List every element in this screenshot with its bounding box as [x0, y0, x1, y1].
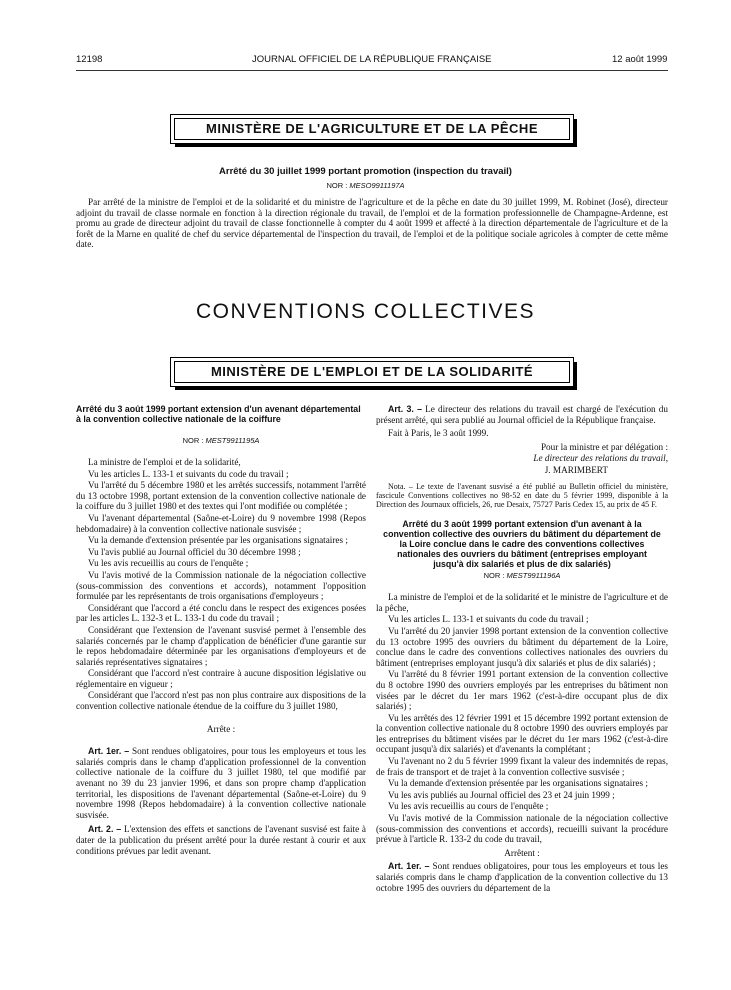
- batiment-paragraph: Vu la demande d'extension présentée par les organisations signataires ;: [388, 778, 648, 789]
- coiffure-paragraph: Vu l'avenant départemental (Saône-et-Loire) du 9 novembre 1998 (Repos hebdomadaire) à la convention collective nationale susvisée ;: [76, 512, 366, 534]
- coiffure-paragraph: Considérant que l'accord a été conclu dans le respect des exigences posées par les articles L. 132-3 et L. 133-1 du code du travail ;: [76, 602, 366, 624]
- header-rule: [76, 70, 668, 71]
- batiment-paragraph: Vu l'avenant no 2 du 5 février 1999 fixant la valeur des indemnités de repas, de frais de transport et de trajet à la convention collective susvisée ;: [376, 756, 668, 777]
- batiment-paragraph: Vu l'arrêté du 20 janvier 1998 portant extension de la convention collective du 13 octobre 1995 des ouvriers du bâtiment du département de la Loire, conclue dans le cadre des conventions collectives nationales des ouvriers du bâtiment (entreprises employant jusqu'à dix salariés et plus de dix salariés) ;: [376, 625, 668, 668]
- nota: Nota. – Le texte de l'avenant susvisé a été publié au Bulletin officiel du ministère, fascicule Conventions collectives no 98-52 en date du 5 février 1999, disponible à la Direction des Journaux officiels, 26, rue Desaix, 75727 Paris Cedex 15, au prix de 45 F.: [376, 481, 668, 509]
- coiffure-article-1: [76, 746, 366, 820]
- article-text: Le directeur des relations du travail est chargé de l'exécution du présent arrêté, qui sera publié au Journal officiel de la République française.: [376, 404, 668, 425]
- coiffure-paragraph: Vu l'arrêté du 5 décembre 1980 et les arrêtés successifs, notamment l'arrêté du 13 octobre 1998, portant extension de la convention collective nationale de la coiffure du 3 juillet 1980 et des textes qui l'ont modifiée ou complétée ;: [76, 480, 366, 512]
- batiment-paragraph: Vu les avis publiés au Journal officiel des 23 et 24 juin 1999 ;: [388, 789, 615, 800]
- running-header: [0, 54, 731, 68]
- section-title: CONVENTIONS COLLECTIVES: [195, 300, 536, 323]
- article-label: Art. 1er. –: [388, 861, 430, 872]
- batiment-paragraph: La ministre de l'emploi et de la solidarité et le ministre de l'agriculture et de la pêche,: [376, 592, 668, 613]
- promotion-body: Par arrêté de la ministre de l'emploi et de la solidarité et du ministre de l'agriculture et de la pêche en date du 30 juillet 1999, M. Robinet (José), directeur adjoint du travail de classe normale en fonction à la direction régionale du travail, de l'emploi et de la formation professionnelle de Champagne-Ardenne, est promu au grade de directeur adjoint du travail de classe fonctionnelle à compter du 4 août 1999 et affecté à la direction départementale de l'agriculture et de la forêt de la Marne en qualité de chef du service départemental de l'inspection du travail, de l'emploi et de la politique sociale agricoles à compter de cette même date.: [76, 197, 668, 250]
- ministry-emploi-box: [170, 357, 574, 387]
- batiment-title: Arrêté du 3 août 1999 portant extension d'un avenant à la convention collective des ouvriers du bâtiment du département de la Loire conclue dans le cadre des conventions collectives nationales des ouvriers du bâtiment (entreprises employant jusqu'à dix salariés et plus de dix salariés): [383, 519, 661, 570]
- batiment-paragraph: Vu les avis recueillis au cours de l'enquête ;: [388, 801, 549, 812]
- batiment-paragraph: Vu l'avis motivé de la Commission nationale de la négociation collective (sous-commission des conventions et accords), recueilli suivant la procédure prévue à l'article R. 133-2 du code du travail,: [376, 813, 668, 845]
- article-label: Art. 3. –: [388, 404, 422, 414]
- signature-line-1: Pour la ministre et par délégation :: [540, 441, 668, 452]
- coiffure-article-3: [376, 404, 668, 425]
- right-column: [376, 404, 668, 894]
- coiffure-paragraph: La ministre de l'emploi et de la solidarité,: [88, 457, 241, 467]
- coiffure-paragraph: Considérant que l'extension de l'avenant susvisé permet à l'ensemble des salariés concernés par le champ d'application de bénéficier d'une garantie sur le repos hebdomadaire déterminée par les organisations d'employeurs et de salariés représentatives signataires ;: [76, 624, 366, 667]
- coiffure-title: Arrêté du 3 août 1999 portant extension d'un avenant départemental à la convention collective nationale de la coiffure: [76, 404, 361, 424]
- nor-code: MESO9911197A: [349, 181, 405, 190]
- article-text: Sont rendues obligatoires, pour tous les employeurs et tous les salariés compris dans le champ d'application de la convention collective du 13 octobre 1995 des ouvriers du département de la: [376, 861, 668, 893]
- promotion-nor: [0, 181, 731, 190]
- nor-label: NOR :: [483, 571, 505, 581]
- coiffure-paragraph: Vu l'avis motivé de la Commission nationale de la négociation collective (sous-commission des conventions et accords), notamment l'opposition formulée par les représentants de trois organisations d'employeurs ;: [76, 569, 366, 602]
- ministry-emploi-title: MINISTÈRE DE L'EMPLOI ET DE LA SOLIDARITÉ: [174, 361, 570, 383]
- coiffure-nor: [76, 436, 366, 445]
- coiffure-paragraph: Considérant que l'accord n'est contraire à aucune disposition législative ou réglementaire en vigueur ;: [76, 668, 366, 689]
- fait-line: Fait à Paris, le 3 août 1999.: [388, 428, 489, 439]
- journal-title: JOURNAL OFFICIEL DE LA RÉPUBLIQUE FRANÇAISE: [252, 54, 492, 65]
- arrete-label: Arrête :: [206, 723, 236, 734]
- coiffure-paragraph: Vu la demande d'extension présentée par les organisations signataires ;: [88, 535, 348, 546]
- promotion-title: Arrêté du 30 juillet 1999 portant promotion (inspection du travail): [219, 166, 512, 177]
- article-text: Sont rendues obligatoires, pour tous les employeurs et tous les salariés compris dans le champ d'application professionnel de la convention collective nationale de la coiffure du 3 juillet 1980, tel que modifié par avenant no 39 du 23 janvier 1996, et dans son propre champ d'application territorial, les dispositions de l'avenant départemental (Saône-et-Loire) du 9 novembre 1998 (Repos hebdomadaire) à la convention collective nationale susvisée.: [76, 746, 366, 820]
- ministry-agriculture-box: [170, 114, 574, 144]
- arretent-label: Arrêtent :: [504, 847, 540, 858]
- ministry-agriculture-title: MINISTÈRE DE L'AGRICULTURE ET DE LA PÊCHE: [174, 118, 570, 140]
- article-label: Art. 2. –: [88, 824, 122, 835]
- nor-label: NOR :: [182, 436, 204, 445]
- coiffure-paragraph: Vu les articles L. 133-1 et suivants du code du travail ;: [88, 468, 289, 479]
- article-text: L'extension des effets et sanctions de l'avenant susvisé est faite à dater de la publication du présent arrêté pour la durée restant à courir et aux conditions prévues par ledit avenant.: [76, 824, 366, 856]
- coiffure-article-2: [76, 824, 366, 856]
- nor-label: NOR :: [326, 181, 348, 190]
- left-column: [76, 404, 366, 857]
- batiment-paragraphs: [376, 592, 668, 845]
- signature-name: J. MARIMBERT: [544, 464, 608, 475]
- page-number: 12198: [76, 54, 103, 65]
- coiffure-paragraph: Considérant que l'accord n'est pas non plus contraire aux dispositions de la convention collective nationale étendue de la coiffure du 3 juillet 1980,: [76, 690, 366, 712]
- nor-code: MEST9911195A: [205, 436, 260, 445]
- batiment-paragraph: Vu l'arrêté du 8 février 1991 portant extension de la convention collective du 8 octobre 1990 des ouvriers employés par les entreprises du bâtiment non visées par le décret du 1er mars 1962 (c'est-à-dire occupant plus de dix salariés) ;: [376, 669, 668, 712]
- batiment-paragraph: Vu les arrêtés des 12 février 1991 et 15 décembre 1992 portant extension de la convention collective nationale du 8 octobre 1990 des ouvriers employés par les entreprises du bâtiment visées par le décret du 1er mars 1962 (c'est-à-dire occupant jusqu'à dix salariés) et d'avenants la complétant ;: [376, 712, 668, 755]
- article-label: Art. 1er. –: [88, 746, 130, 757]
- coiffure-paragraph: Vu l'avis publié au Journal officiel du 30 décembre 1998 ;: [88, 546, 301, 557]
- header-date: 12 août 1999: [612, 54, 668, 65]
- batiment-nor: [376, 571, 668, 580]
- batiment-paragraph: Vu les articles L. 133-1 et suivants du code du travail ;: [388, 614, 589, 625]
- coiffure-paragraph: Vu les avis recueillis au cours de l'enquête ;: [88, 558, 249, 569]
- signature-line-2: Le directeur des relations du travail,: [533, 453, 668, 464]
- nor-code: MEST9911196A: [506, 571, 561, 581]
- coiffure-paragraphs: [76, 457, 366, 712]
- batiment-article-1: [376, 861, 668, 893]
